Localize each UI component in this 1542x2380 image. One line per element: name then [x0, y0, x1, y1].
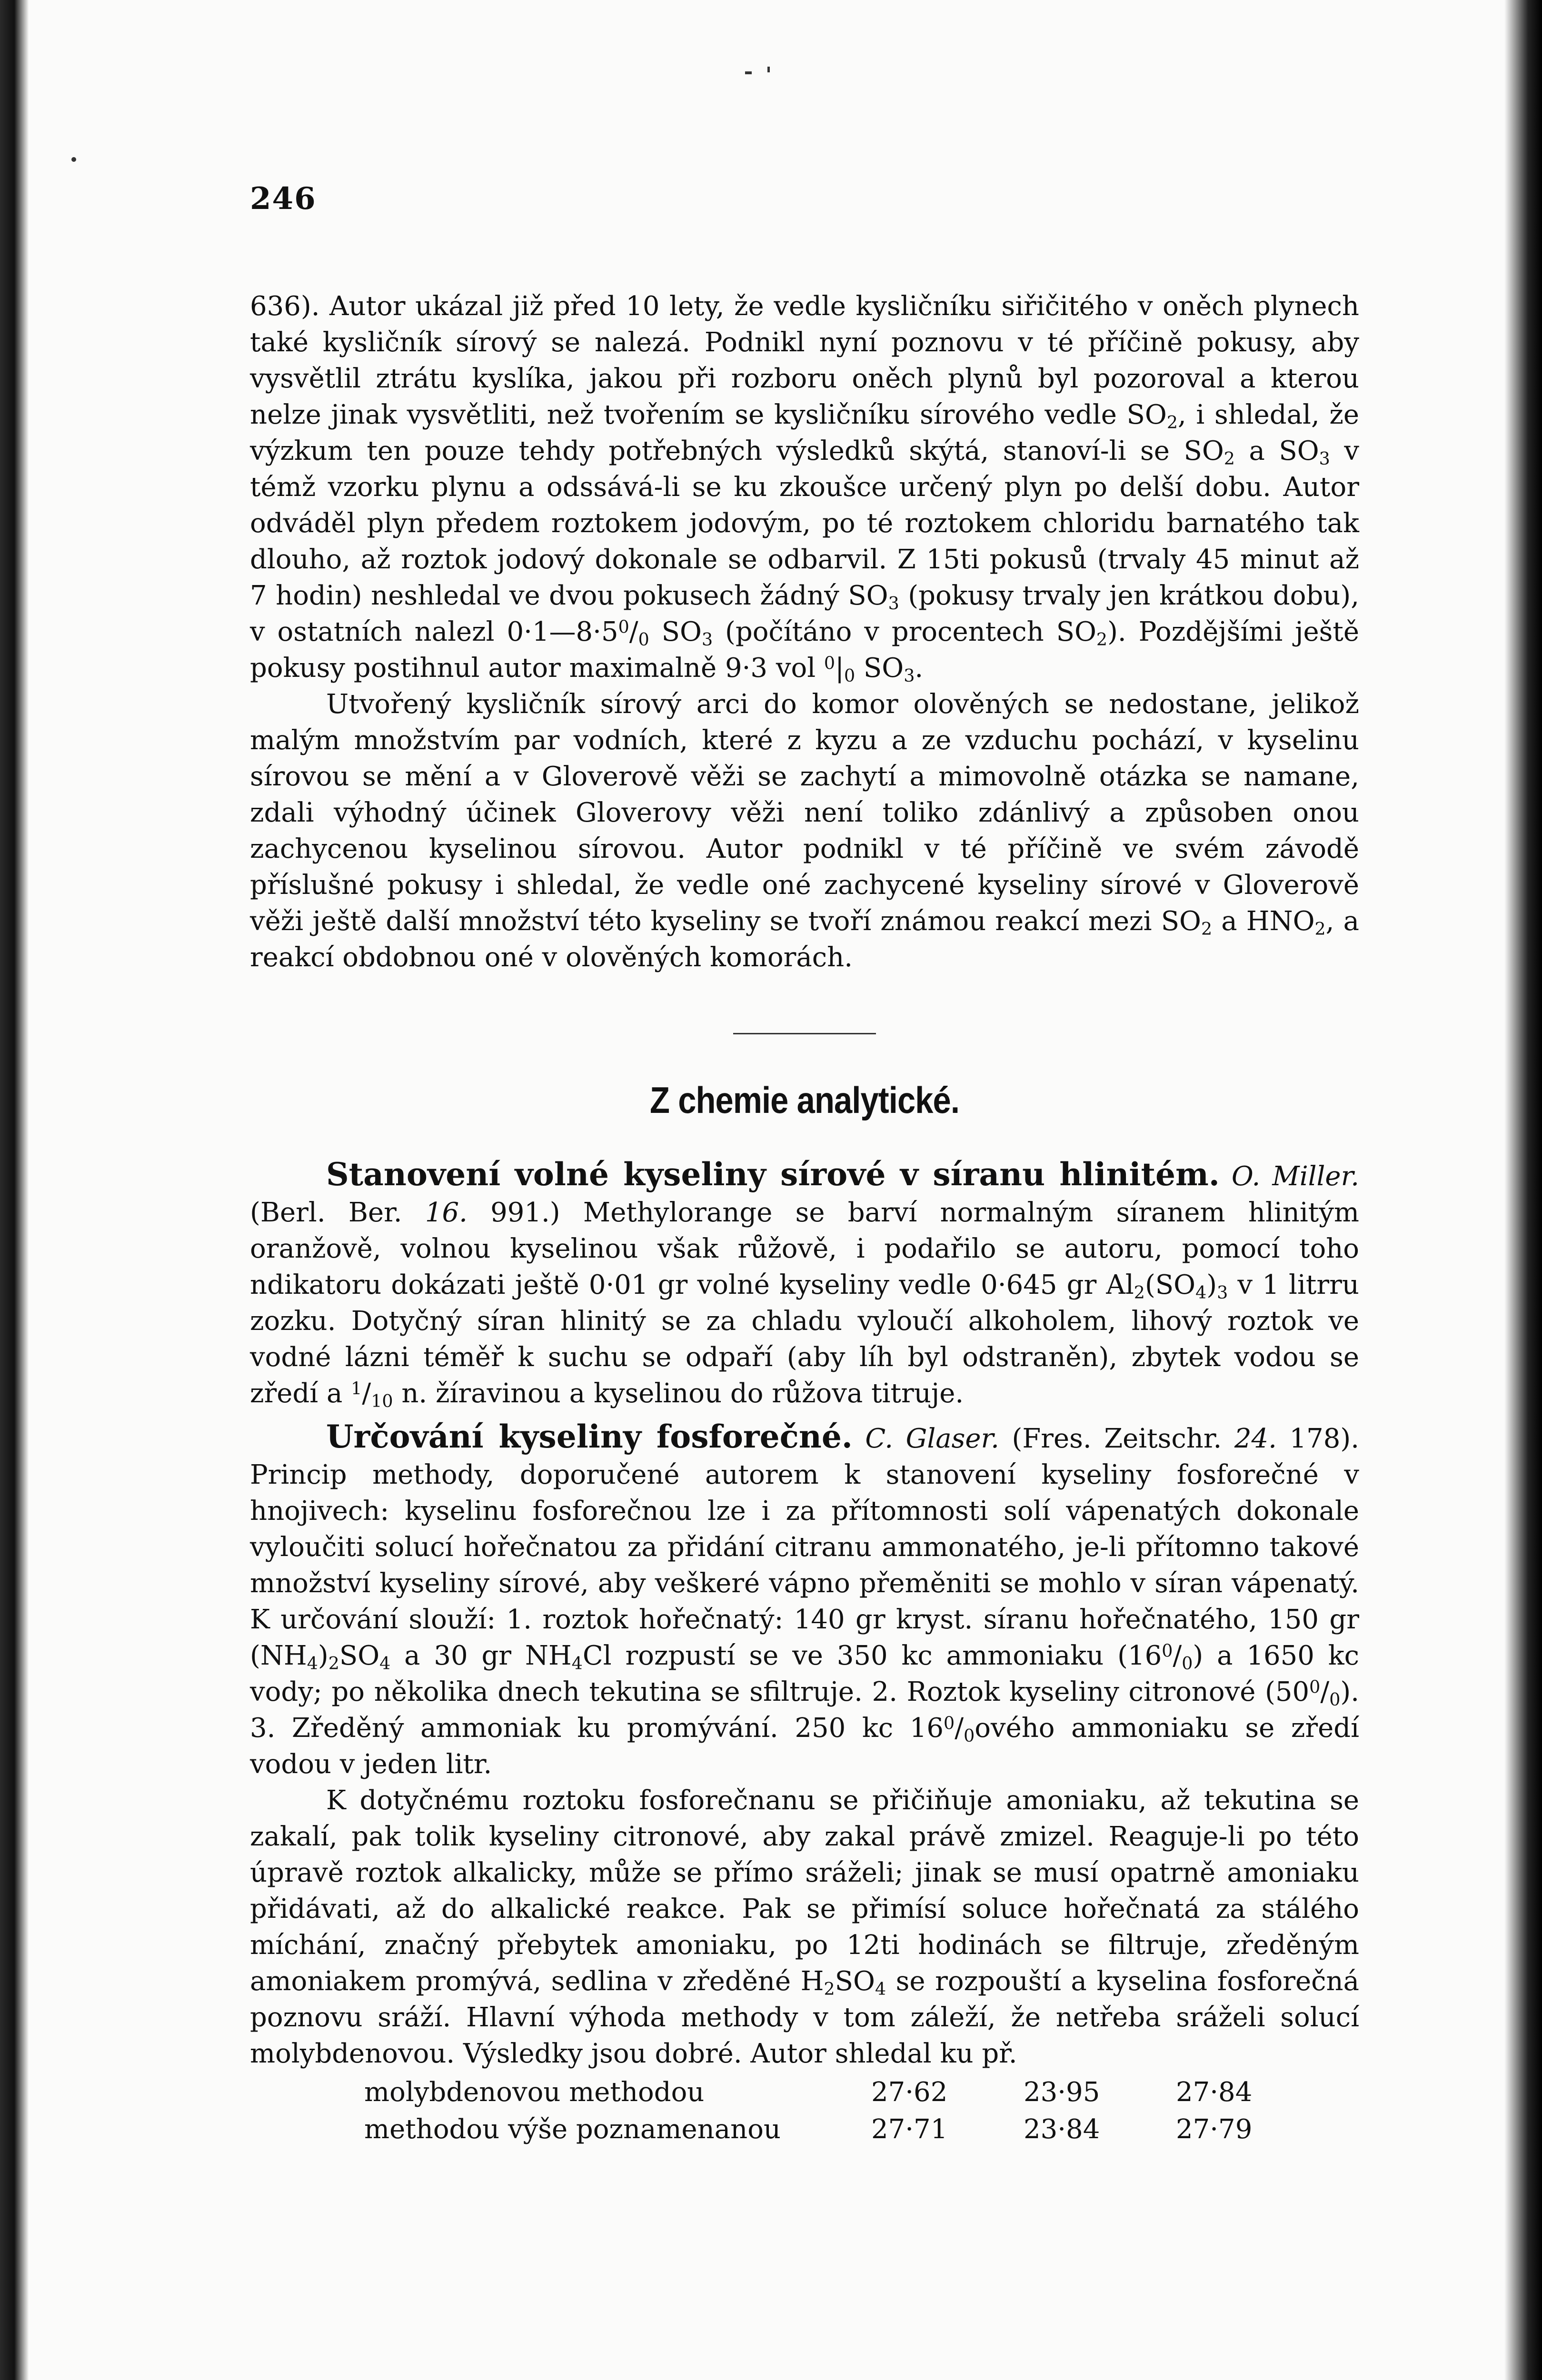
- page-content: [250, 181, 1359, 2148]
- article-aluminium-sulfate: Stanovení volné kyseliny sírové v síranu hlinitém. O. Miller. (Berl. Ber. 16. 991.) Methylorange se barví normalným síranem hlinitým oranžově, volnou kyselinou však růžově, i podařilo se autoru, pomocí toho ndikatoru dokázati ještě 0·01 gr volné kyseliny vedle 0·645 gr $Al_2(SO_4)_3$ v 1 litrru zozku. Dotyčný síran hlinitý se za chladu vyloučí alkoholem, lihový roztok ve vodné lázni téměř k suchu se odpaří (aby líh byl odstraněn), zbytek vodou se zředí a $^1/_{10}$ n. žíravinou a kyselinou do růžova titruje.: [250, 1156, 1359, 1412]
- paragraph-continuation: 636). Autor ukázal již před 10 lety, že vedle kysličníku siřičitého v oněch plynech také kysličník sírový se nalezá. Podnikl nyní poznovu v té příčině pokusy, aby vysvětlil ztrátu kyslíka, jakou při rozboru oněch plynů byl pozoroval a kterou nelze jinak vysvětliti, než tvořením se kysličníku sírového vedle $SO_2$, i shledal, že výzkum ten pouze tehdy potřebných výsledků skýtá, stanoví-li se $SO_2$ a $SO_3$ v témž vzorku plynu a odssává-li se ku zkoušce určený plyn po delší dobu. Autor odváděl plyn předem roztokem jodovým, po té roztokem chloridu barnatého tak dlouho, až roztok jodový dokonale se odbarvil. Z 15ti pokusů (trvaly 45 minut až 7 hodin) neshledal ve dvou pokusech žádný $SO_3$ (pokusy trvaly jen krátkou dobu), v ostatních nalezl $0\cdot 1—8\cdot 5^0/_0$ $SO_3$ (počítáno v procentech $SO_2$). Pozdějšími ještě pokusy postihnul autor maximalně 9·3 vol $^0|_0$ $SO_3$.: [250, 291, 1360, 686]
- article-title: Určování kyseliny fosforečné.: [326, 1418, 853, 1455]
- speck-mark: [767, 67, 770, 72]
- speck-mark: [71, 157, 76, 162]
- results-value: 27·71: [871, 2114, 948, 2145]
- paragraph-procedure: K dotyčnému roztoku fosforečnanu se přičiňuje amoniaku, až tekutina se zakalí, pak tolik kyseliny citronové, aby zakal právě zmizel. Reaguje-li po této úpravě roztok alkalicky, může se přímo sráželi; jinak se musí opatrně amoniaku přidávati, až do alkalické reakce. Pak se přimísí soluce hořečnatá za stálého míchání, značný přebytek amoniaku, po 12ti hodinách se filtruje, zředěným amoniakem promývá, sedlina v zředěné $H_2SO_4$ se rozpouští a kyselina fosforečná poznovu sráží. Hlavní výhoda methody v tom záleží, že netřeba sráželi solucí molybdenovou. Výsledky jsou dobré. Autor shledal ku př.: [250, 1785, 1360, 2069]
- results-row: [250, 2111, 1359, 2148]
- results-value: 27·84: [1176, 2077, 1253, 2108]
- section-divider: [733, 1033, 876, 1034]
- paragraph-glover-tower: Utvořený kysličník sírový arci do komor olověných se nedostane, jelikož malým množstvím par vodních, které z kyzu a ze vzduchu pochází, v kyselinu sírovou se mění a v Gloverově věži se zachytí a mimovolně otázka se namane, zdali výhodný účinek Gloverovy věži není toliko zdánlivý a způsoben onou zachycenou kyselinou sírovou. Autor podnikl v té příčině ve svém závodě příslušné pokusy i shledal, že vedle oné zachycené kyseliny sírové v Gloverově věži ještě další množství této kyseliny se tvoří známou reakcí mezi $SO_2$ a $HNO_2$, a reakcí obdobnou oné v olověných komorách.: [250, 689, 1359, 973]
- results-value: 23·95: [1024, 2077, 1100, 2108]
- results-row: [250, 2074, 1359, 2111]
- results-table: [250, 2074, 1359, 2148]
- page-number: 246: [250, 181, 317, 217]
- results-value: 27·62: [871, 2077, 948, 2108]
- article-phosphoric-acid: Určování kyseliny fosforečné. C. Glaser. (Fres. Zeitschr. 24. 178). Princip methody, doporučené autorem k stanovení kyseliny fosforečné v hnojivech: kyselinu fosforečnou lze i za přítomnosti solí vápenatých dokonale vyloučiti solucí hořečnatou za přidání citranu ammonatého, je-li přítomno takové množství kyseliny sírové, aby veškeré vápno přeměniti se mohlo v síran vápenatý. K určování slouží: 1. roztok hořečnatý: 140 gr kryst. síranu hořečnatého, 150 gr $(NH_4)_2SO_4$ a 30 gr $NH_4Cl$ rozpustí se ve 350 kc ammoniaku $(16^0/_0)$ a 1650 kc vody; po několika dnech tekutina se sfiltruje. 2. Roztok kyseliny citronové $(50^0/_0)$. 3. Zředěný ammoniak ku promývání. 250 kc $16^0/_0ového$ ammoniaku se zředí vodou v jeden litr.: [250, 1418, 1359, 1780]
- article-author: O. Miller.: [1231, 1161, 1359, 1192]
- article-author: C. Glaser.: [865, 1423, 999, 1454]
- article-title: Stanovení volné kyseliny sírové v síranu hlinitém.: [326, 1156, 1220, 1193]
- results-value: 23·84: [1024, 2114, 1100, 2145]
- section-heading: Z chemie analytické.: [649, 1079, 960, 1121]
- speck-mark: [745, 71, 752, 74]
- results-label: molybdenovou methodou: [364, 2077, 705, 2108]
- results-value: 27·79: [1176, 2114, 1253, 2145]
- results-label: methodou výše poznamenanou: [364, 2114, 781, 2145]
